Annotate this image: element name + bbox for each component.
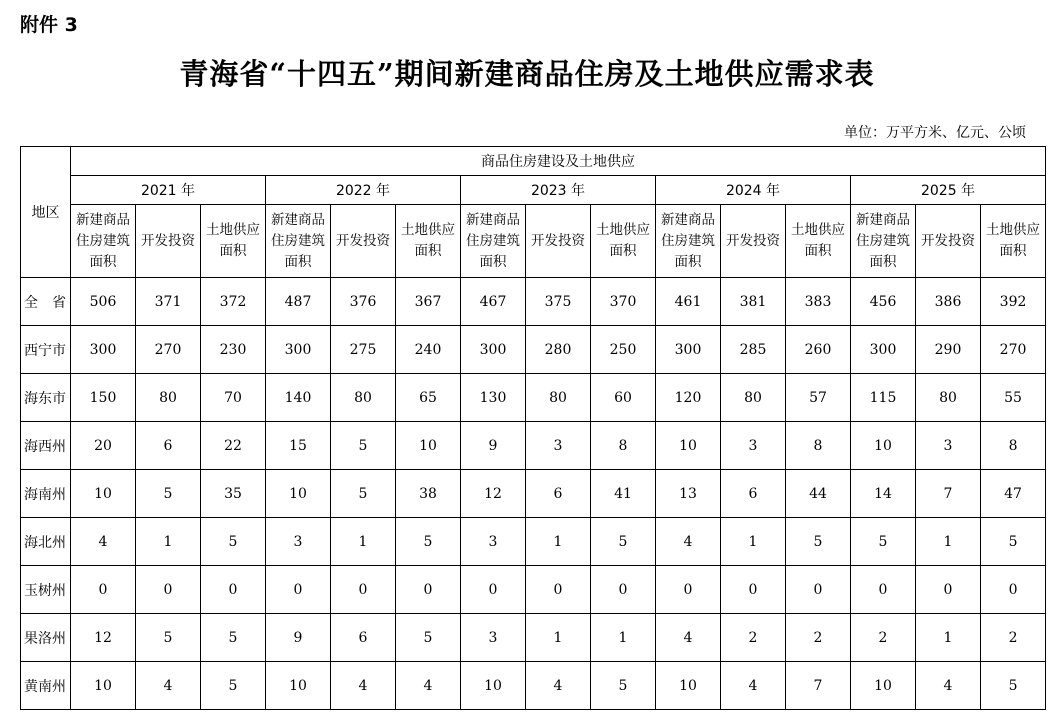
value-cell: 5 [591, 662, 656, 710]
value-cell: 4 [656, 614, 721, 662]
value-cell: 1 [916, 518, 981, 566]
value-cell: 44 [786, 470, 851, 518]
value-cell: 4 [396, 662, 461, 710]
table-row [21, 614, 1046, 662]
value-cell: 0 [201, 566, 266, 614]
value-cell: 13 [656, 470, 721, 518]
value-cell: 386 [916, 278, 981, 326]
value-cell: 371 [136, 278, 201, 326]
value-cell: 383 [786, 278, 851, 326]
value-cell: 270 [136, 326, 201, 374]
value-cell: 5 [331, 470, 396, 518]
super-header-row [21, 147, 1046, 176]
value-cell: 270 [981, 326, 1046, 374]
value-cell: 372 [201, 278, 266, 326]
region-cell: 黄南州 [21, 662, 71, 710]
value-cell: 70 [201, 374, 266, 422]
value-cell: 2 [721, 614, 786, 662]
value-cell: 1 [916, 614, 981, 662]
value-cell: 0 [981, 566, 1046, 614]
value-cell: 7 [786, 662, 851, 710]
metric-header [331, 205, 396, 278]
region-cell: 海东市 [21, 374, 71, 422]
value-cell: 6 [331, 614, 396, 662]
region-cell: 玉树州 [21, 566, 71, 614]
value-cell: 10 [71, 470, 136, 518]
metric-header [136, 205, 201, 278]
value-cell: 4 [721, 662, 786, 710]
value-cell: 0 [396, 566, 461, 614]
value-cell: 300 [71, 326, 136, 374]
metric-header-label: 新建商品住房建筑面积 [856, 211, 910, 270]
region-header: 地区 [21, 147, 71, 278]
value-cell: 35 [201, 470, 266, 518]
value-cell: 41 [591, 470, 656, 518]
value-cell: 5 [331, 422, 396, 470]
value-cell: 7 [916, 470, 981, 518]
value-cell: 392 [981, 278, 1046, 326]
value-cell: 2 [786, 614, 851, 662]
value-cell: 0 [71, 566, 136, 614]
region-cell: 海南州 [21, 470, 71, 518]
metric-header [396, 205, 461, 278]
value-cell: 115 [851, 374, 916, 422]
value-cell: 1 [591, 614, 656, 662]
metric-header-label: 开发投资 [336, 232, 390, 249]
value-cell: 80 [136, 374, 201, 422]
value-cell: 506 [71, 278, 136, 326]
value-cell: 280 [526, 326, 591, 374]
value-cell: 5 [396, 518, 461, 566]
value-cell: 3 [721, 422, 786, 470]
value-cell: 240 [396, 326, 461, 374]
metric-header-label: 开发投资 [921, 232, 975, 249]
value-cell: 4 [136, 662, 201, 710]
value-cell: 10 [851, 422, 916, 470]
metric-header [71, 205, 136, 278]
year-header-row [21, 176, 1046, 205]
table-row [21, 518, 1046, 566]
value-cell: 3 [461, 518, 526, 566]
table-row [21, 422, 1046, 470]
value-cell: 4 [656, 518, 721, 566]
value-cell: 80 [916, 374, 981, 422]
value-cell: 260 [786, 326, 851, 374]
value-cell: 3 [461, 614, 526, 662]
metric-header-label: 新建商品住房建筑面积 [466, 211, 520, 270]
value-cell: 140 [266, 374, 331, 422]
value-cell: 4 [916, 662, 981, 710]
metric-header-label: 新建商品住房建筑面积 [661, 211, 715, 270]
value-cell: 47 [981, 470, 1046, 518]
metric-header-label: 土地供应面积 [791, 222, 845, 259]
value-cell: 5 [591, 518, 656, 566]
value-cell: 150 [71, 374, 136, 422]
value-cell: 5 [136, 470, 201, 518]
value-cell: 8 [786, 422, 851, 470]
value-cell: 5 [201, 518, 266, 566]
value-cell: 0 [851, 566, 916, 614]
value-cell: 8 [591, 422, 656, 470]
value-cell: 5 [201, 662, 266, 710]
value-cell: 6 [136, 422, 201, 470]
metric-header [526, 205, 591, 278]
table-row [21, 662, 1046, 710]
value-cell: 5 [201, 614, 266, 662]
value-cell: 1 [136, 518, 201, 566]
super-header: 商品住房建设及土地供应 [71, 147, 1046, 176]
metric-header-label: 开发投资 [141, 232, 195, 249]
value-cell: 376 [331, 278, 396, 326]
metric-header [656, 205, 721, 278]
value-cell: 4 [331, 662, 396, 710]
value-cell: 487 [266, 278, 331, 326]
value-cell: 10 [71, 662, 136, 710]
value-cell: 38 [396, 470, 461, 518]
value-cell: 461 [656, 278, 721, 326]
value-cell: 22 [201, 422, 266, 470]
value-cell: 367 [396, 278, 461, 326]
value-cell: 80 [721, 374, 786, 422]
value-cell: 9 [266, 614, 331, 662]
value-cell: 80 [526, 374, 591, 422]
metric-header [201, 205, 266, 278]
value-cell: 0 [526, 566, 591, 614]
value-cell: 5 [786, 518, 851, 566]
value-cell: 5 [396, 614, 461, 662]
year-header: 2022 年 [266, 176, 461, 205]
value-cell: 10 [396, 422, 461, 470]
metric-header [591, 205, 656, 278]
value-cell: 1 [331, 518, 396, 566]
table-row [21, 278, 1046, 326]
value-cell: 3 [526, 422, 591, 470]
metric-header [916, 205, 981, 278]
value-cell: 5 [851, 518, 916, 566]
table-row [21, 326, 1046, 374]
metric-header-row [21, 205, 1046, 278]
year-header: 2024 年 [656, 176, 851, 205]
region-cell: 全 省 [21, 278, 71, 326]
table-row [21, 374, 1046, 422]
value-cell: 0 [591, 566, 656, 614]
value-cell: 60 [591, 374, 656, 422]
year-header: 2025 年 [851, 176, 1046, 205]
value-cell: 10 [851, 662, 916, 710]
value-cell: 456 [851, 278, 916, 326]
value-cell: 0 [916, 566, 981, 614]
value-cell: 12 [461, 470, 526, 518]
metric-header [266, 205, 331, 278]
value-cell: 57 [786, 374, 851, 422]
metric-header-label: 新建商品住房建筑面积 [76, 211, 130, 270]
value-cell: 3 [266, 518, 331, 566]
value-cell: 10 [656, 422, 721, 470]
value-cell: 300 [461, 326, 526, 374]
value-cell: 20 [71, 422, 136, 470]
value-cell: 0 [656, 566, 721, 614]
value-cell: 6 [721, 470, 786, 518]
value-cell: 15 [266, 422, 331, 470]
metric-header-label: 土地供应面积 [986, 222, 1041, 259]
value-cell: 80 [331, 374, 396, 422]
value-cell: 375 [526, 278, 591, 326]
year-header: 2021 年 [71, 176, 266, 205]
value-cell: 2 [851, 614, 916, 662]
region-cell: 西宁市 [21, 326, 71, 374]
table-body [21, 278, 1046, 710]
value-cell: 10 [461, 662, 526, 710]
value-cell: 4 [71, 518, 136, 566]
value-cell: 3 [916, 422, 981, 470]
region-cell: 果洛州 [21, 614, 71, 662]
region-cell: 海北州 [21, 518, 71, 566]
attachment-label: 附件 3 [20, 14, 78, 36]
value-cell: 14 [851, 470, 916, 518]
value-cell: 300 [851, 326, 916, 374]
value-cell: 4 [526, 662, 591, 710]
table-row [21, 470, 1046, 518]
value-cell: 0 [461, 566, 526, 614]
value-cell: 65 [396, 374, 461, 422]
value-cell: 1 [721, 518, 786, 566]
metric-header [721, 205, 786, 278]
year-header: 2023 年 [461, 176, 656, 205]
table-row [21, 566, 1046, 614]
value-cell: 0 [331, 566, 396, 614]
value-cell: 0 [786, 566, 851, 614]
value-cell: 12 [71, 614, 136, 662]
value-cell: 10 [266, 470, 331, 518]
metric-header-label: 新建商品住房建筑面积 [271, 211, 325, 270]
value-cell: 370 [591, 278, 656, 326]
value-cell: 381 [721, 278, 786, 326]
value-cell: 8 [981, 422, 1046, 470]
page-title: 青海省“十四五”期间新建商品住房及土地供应需求表 [179, 57, 875, 91]
value-cell: 0 [721, 566, 786, 614]
value-cell: 300 [656, 326, 721, 374]
metric-header-label: 土地供应面积 [596, 222, 650, 259]
value-cell: 1 [526, 518, 591, 566]
value-cell: 130 [461, 374, 526, 422]
value-cell: 0 [136, 566, 201, 614]
unit-note: 单位：万平方米、亿元、公顷 [844, 125, 1026, 141]
value-cell: 230 [201, 326, 266, 374]
metric-header [851, 205, 916, 278]
metric-header [461, 205, 526, 278]
region-cell: 海西州 [21, 422, 71, 470]
value-cell: 10 [266, 662, 331, 710]
value-cell: 5 [136, 614, 201, 662]
value-cell: 55 [981, 374, 1046, 422]
metric-header-label: 开发投资 [531, 232, 585, 249]
value-cell: 1 [526, 614, 591, 662]
value-cell: 467 [461, 278, 526, 326]
metric-header [981, 205, 1046, 278]
value-cell: 5 [981, 662, 1046, 710]
value-cell: 290 [916, 326, 981, 374]
value-cell: 2 [981, 614, 1046, 662]
value-cell: 250 [591, 326, 656, 374]
metric-header-label: 开发投资 [726, 232, 780, 249]
metric-header-label: 土地供应面积 [401, 222, 455, 259]
value-cell: 6 [526, 470, 591, 518]
value-cell: 9 [461, 422, 526, 470]
value-cell: 5 [981, 518, 1046, 566]
value-cell: 120 [656, 374, 721, 422]
value-cell: 10 [656, 662, 721, 710]
value-cell: 275 [331, 326, 396, 374]
value-cell: 0 [266, 566, 331, 614]
metric-header-label: 土地供应面积 [206, 222, 260, 259]
supply-demand-table [20, 146, 1046, 710]
value-cell: 300 [266, 326, 331, 374]
metric-header [786, 205, 851, 278]
value-cell: 285 [721, 326, 786, 374]
